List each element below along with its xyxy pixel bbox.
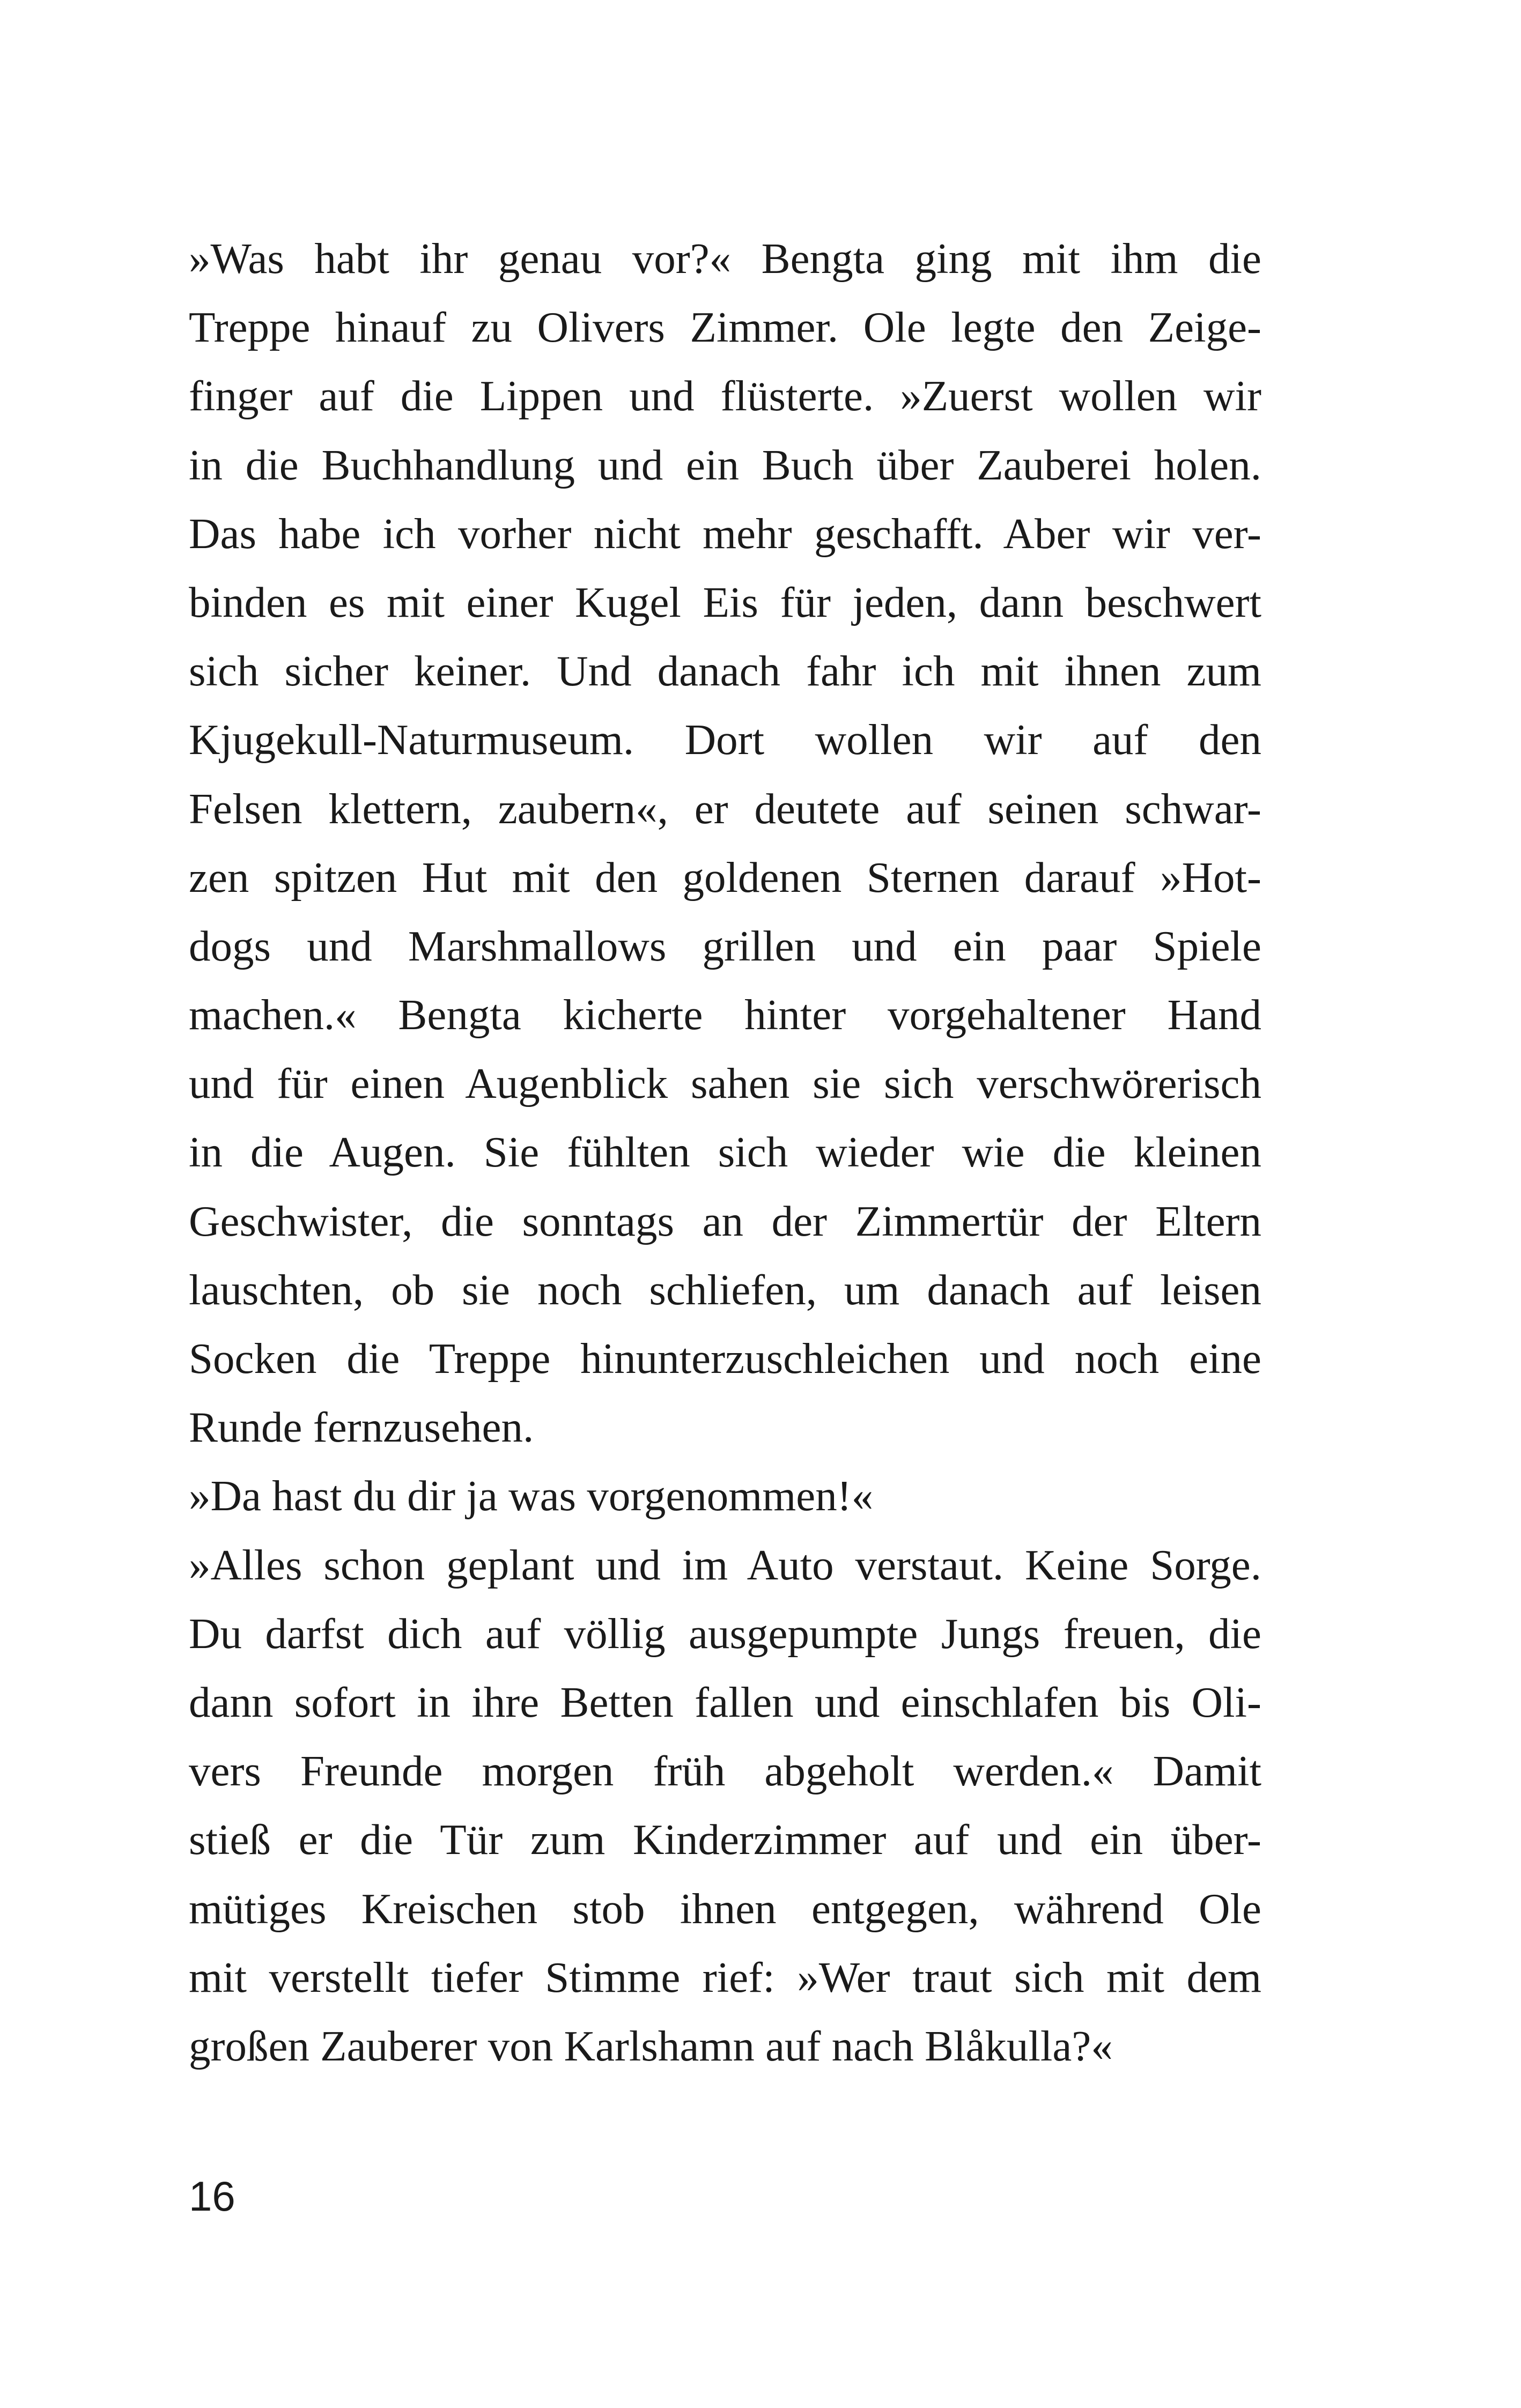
text-line: Du darfst dich auf völlig ausgepumpte Jungs freuen, die xyxy=(189,1609,1261,1658)
text-line: »Alles schon geplant und im Auto verstaut. Keine Sorge. xyxy=(189,1540,1261,1589)
text-line: »Was habt ihr genau vor?« Bengta ging mit ihm die xyxy=(189,234,1261,283)
text-line: in die Buchhandlung und ein Buch über Zauberei holen. xyxy=(189,440,1261,489)
text-line: mütiges Kreischen stob ihnen entgegen, während Ole xyxy=(189,1884,1261,1933)
text-line: dann sofort in ihre Betten fallen und einschlafen bis Oli- xyxy=(189,1678,1261,1726)
body-text xyxy=(189,224,1261,2080)
page-number: 16 xyxy=(189,2173,235,2220)
text-line: Das habe ich vorher nicht mehr geschafft. Aber wir ver- xyxy=(189,509,1261,558)
text-line: sich sicher keiner. Und danach fahr ich mit ihnen zum xyxy=(189,647,1261,696)
text-line: Geschwister, die sonntags an der Zimmertür der Eltern xyxy=(189,1196,1261,1245)
text-line: dogs und Marshmallows grillen und ein paar Spiele xyxy=(189,921,1261,970)
text-line: finger auf die Lippen und flüsterte. »Zuerst wollen wir xyxy=(189,372,1261,420)
text-line: vers Freunde morgen früh abgeholt werden.« Damit xyxy=(189,1747,1261,1796)
text-line: binden es mit einer Kugel Eis für jeden, dann beschwert xyxy=(189,578,1261,626)
text-line: »Da hast du dir ja was vorgenommen!« xyxy=(189,1472,874,1520)
text-line: zen spitzen Hut mit den goldenen Sternen darauf »Hot- xyxy=(189,853,1261,902)
text-line: lauschten, ob sie noch schliefen, um danach auf leisen xyxy=(189,1265,1261,1314)
text-line: Treppe hinauf zu Olivers Zimmer. Ole legte den Zeige- xyxy=(189,303,1261,352)
text-line: und für einen Augenblick sahen sie sich verschwörerisch xyxy=(189,1059,1261,1108)
text-line: mit verstellt tiefer Stimme rief: »Wer traut sich mit dem xyxy=(189,1953,1261,2001)
text-line: großen Zauberer von Karlshamn auf nach Blåkulla?« xyxy=(189,2021,1113,2070)
text-line: machen.« Bengta kicherte hinter vorgehaltener Hand xyxy=(189,991,1261,1039)
text-line: Kjugekull-Naturmuseum. Dort wollen wir auf den xyxy=(189,715,1261,764)
text-line: Runde fernzusehen. xyxy=(189,1403,534,1452)
text-line: Felsen klettern, zaubern«, er deutete auf seinen schwar- xyxy=(189,784,1261,833)
text-line: in die Augen. Sie fühlten sich wieder wie die kleinen xyxy=(189,1128,1261,1177)
text-line: stieß er die Tür zum Kinderzimmer auf und ein über- xyxy=(189,1815,1261,1864)
text-line: Socken die Treppe hinunterzuschleichen und noch eine xyxy=(189,1334,1261,1383)
